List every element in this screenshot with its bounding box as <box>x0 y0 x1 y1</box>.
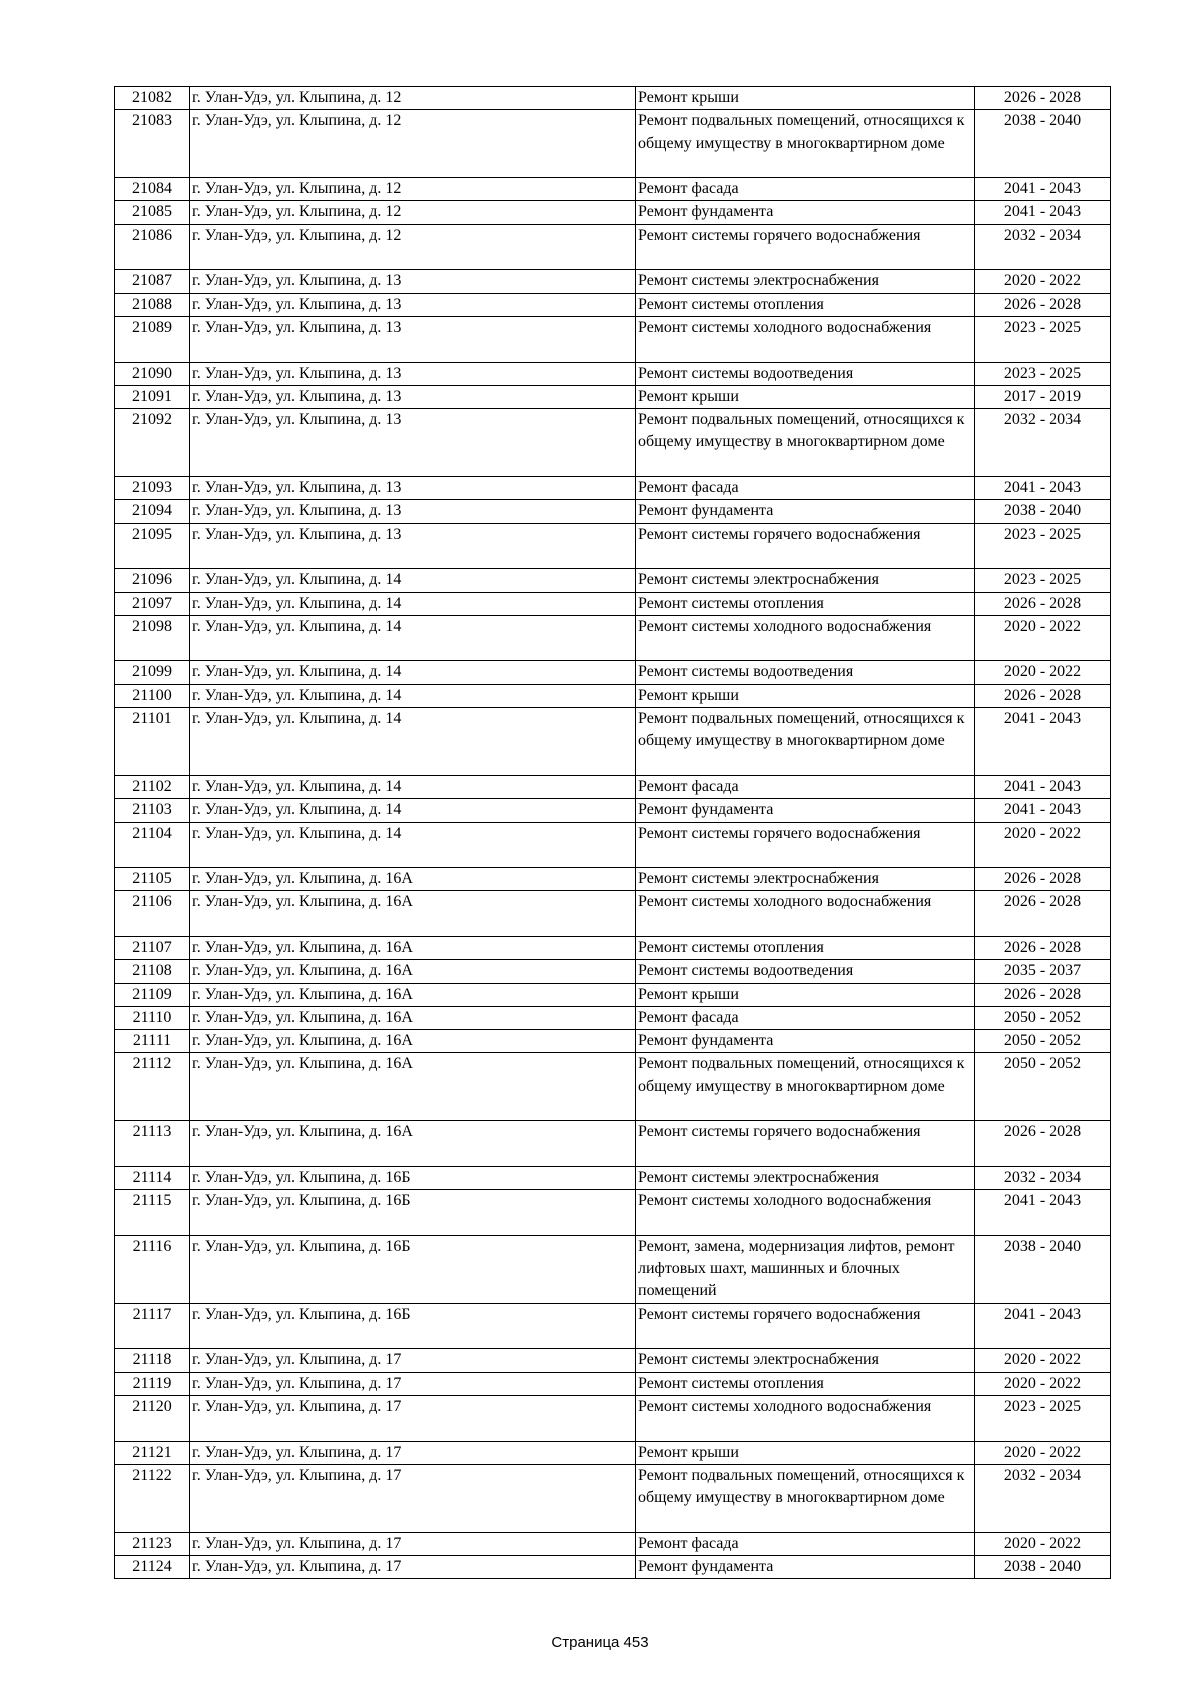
period-cell: 2026 - 2028 <box>975 592 1111 615</box>
period-cell: 2020 - 2022 <box>975 1349 1111 1372</box>
row-id-cell: 21082 <box>115 87 190 110</box>
address-cell: г. Улан-Удэ, ул. Клыпина, д. 16А <box>190 1030 636 1053</box>
address-cell: г. Улан-Удэ, ул. Клыпина, д. 17 <box>190 1395 636 1441</box>
table-row <box>115 1395 1111 1441</box>
row-id-cell: 21113 <box>115 1121 190 1167</box>
row-id-cell: 21124 <box>115 1556 190 1579</box>
work-type-cell: Ремонт системы горячего водоснабжения <box>636 822 975 868</box>
address-cell: г. Улан-Удэ, ул. Клыпина, д. 14 <box>190 661 636 684</box>
work-type-cell: Ремонт системы отопления <box>636 1372 975 1395</box>
work-type-cell: Ремонт фасада <box>636 1532 975 1555</box>
address-cell: г. Улан-Удэ, ул. Клыпина, д. 12 <box>190 110 636 178</box>
table-row <box>115 1532 1111 1555</box>
address-cell: г. Улан-Удэ, ул. Клыпина, д. 14 <box>190 615 636 661</box>
period-cell: 2032 - 2034 <box>975 1166 1111 1189</box>
address-cell: г. Улан-Удэ, ул. Клыпина, д. 13 <box>190 477 636 500</box>
address-cell: г. Улан-Удэ, ул. Клыпина, д. 14 <box>190 684 636 707</box>
address-cell: г. Улан-Удэ, ул. Клыпина, д. 16Б <box>190 1190 636 1236</box>
row-id-cell: 21092 <box>115 409 190 477</box>
work-type-cell: Ремонт системы горячего водоснабжения <box>636 224 975 270</box>
row-id-cell: 21108 <box>115 960 190 983</box>
row-id-cell: 21101 <box>115 708 190 776</box>
table-row <box>115 1030 1111 1053</box>
row-id-cell: 21121 <box>115 1441 190 1464</box>
work-type-cell: Ремонт фундамента <box>636 1030 975 1053</box>
period-cell: 2038 - 2040 <box>975 1235 1111 1303</box>
address-cell: г. Улан-Удэ, ул. Клыпина, д. 16А <box>190 1121 636 1167</box>
address-cell: г. Улан-Удэ, ул. Клыпина, д. 16А <box>190 983 636 1006</box>
table-row <box>115 362 1111 385</box>
address-cell: г. Улан-Удэ, ул. Клыпина, д. 13 <box>190 362 636 385</box>
table-row <box>115 983 1111 1006</box>
row-id-cell: 21120 <box>115 1395 190 1441</box>
row-id-cell: 21084 <box>115 178 190 201</box>
work-type-cell: Ремонт системы электроснабжения <box>636 1166 975 1189</box>
row-id-cell: 21105 <box>115 868 190 891</box>
work-type-cell: Ремонт системы отопления <box>636 293 975 316</box>
table-row <box>115 569 1111 592</box>
table-row <box>115 708 1111 776</box>
address-cell: г. Улан-Удэ, ул. Клыпина, д. 14 <box>190 708 636 776</box>
row-id-cell: 21087 <box>115 270 190 293</box>
row-id-cell: 21085 <box>115 201 190 224</box>
work-type-cell: Ремонт подвальных помещений, относящихся к общему имуществу в многоквартирном доме <box>636 409 975 477</box>
period-cell: 2023 - 2025 <box>975 569 1111 592</box>
work-type-cell: Ремонт системы отопления <box>636 936 975 959</box>
work-type-cell: Ремонт системы холодного водоснабжения <box>636 316 975 362</box>
address-cell: г. Улан-Удэ, ул. Клыпина, д. 17 <box>190 1349 636 1372</box>
table-row <box>115 684 1111 707</box>
address-cell: г. Улан-Удэ, ул. Клыпина, д. 12 <box>190 178 636 201</box>
repair-schedule-table <box>114 86 1111 1579</box>
work-type-cell: Ремонт фасада <box>636 1006 975 1029</box>
table-row <box>115 592 1111 615</box>
period-cell: 2050 - 2052 <box>975 1006 1111 1029</box>
work-type-cell: Ремонт, замена, модернизация лифтов, ремонт лифтовых шахт, машинных и блочных помещений <box>636 1235 975 1303</box>
address-cell: г. Улан-Удэ, ул. Клыпина, д. 12 <box>190 87 636 110</box>
work-type-cell: Ремонт подвальных помещений, относящихся к общему имуществу в многоквартирном доме <box>636 110 975 178</box>
address-cell: г. Улан-Удэ, ул. Клыпина, д. 13 <box>190 270 636 293</box>
table-row <box>115 615 1111 661</box>
row-id-cell: 21112 <box>115 1053 190 1121</box>
table-row <box>115 1235 1111 1303</box>
table-row <box>115 293 1111 316</box>
table-row <box>115 178 1111 201</box>
row-id-cell: 21095 <box>115 523 190 569</box>
period-cell: 2023 - 2025 <box>975 362 1111 385</box>
work-type-cell: Ремонт системы водоотведения <box>636 960 975 983</box>
work-type-cell: Ремонт фундамента <box>636 799 975 822</box>
table-row <box>115 1556 1111 1579</box>
address-cell: г. Улан-Удэ, ул. Клыпина, д. 16А <box>190 936 636 959</box>
row-id-cell: 21109 <box>115 983 190 1006</box>
row-id-cell: 21089 <box>115 316 190 362</box>
row-id-cell: 21111 <box>115 1030 190 1053</box>
work-type-cell: Ремонт системы холодного водоснабжения <box>636 891 975 937</box>
address-cell: г. Улан-Удэ, ул. Клыпина, д. 12 <box>190 201 636 224</box>
table-row <box>115 1349 1111 1372</box>
table-row <box>115 799 1111 822</box>
period-cell: 2041 - 2043 <box>975 1303 1111 1349</box>
address-cell: г. Улан-Удэ, ул. Клыпина, д. 14 <box>190 592 636 615</box>
address-cell: г. Улан-Удэ, ул. Клыпина, д. 16А <box>190 891 636 937</box>
address-cell: г. Улан-Удэ, ул. Клыпина, д. 17 <box>190 1532 636 1555</box>
work-type-cell: Ремонт фундамента <box>636 201 975 224</box>
table-row <box>115 1372 1111 1395</box>
work-type-cell: Ремонт фасада <box>636 775 975 798</box>
work-type-cell: Ремонт фундамента <box>636 1556 975 1579</box>
period-cell: 2023 - 2025 <box>975 316 1111 362</box>
table-row <box>115 960 1111 983</box>
row-id-cell: 21118 <box>115 1349 190 1372</box>
work-type-cell: Ремонт системы отопления <box>636 592 975 615</box>
work-type-cell: Ремонт системы водоотведения <box>636 362 975 385</box>
table-row <box>115 224 1111 270</box>
period-cell: 2026 - 2028 <box>975 293 1111 316</box>
period-cell: 2026 - 2028 <box>975 936 1111 959</box>
row-id-cell: 21102 <box>115 775 190 798</box>
row-id-cell: 21093 <box>115 477 190 500</box>
address-cell: г. Улан-Удэ, ул. Клыпина, д. 14 <box>190 822 636 868</box>
address-cell: г. Улан-Удэ, ул. Клыпина, д. 13 <box>190 293 636 316</box>
work-type-cell: Ремонт фасада <box>636 477 975 500</box>
address-cell: г. Улан-Удэ, ул. Клыпина, д. 14 <box>190 569 636 592</box>
period-cell: 2023 - 2025 <box>975 523 1111 569</box>
table-row <box>115 385 1111 408</box>
row-id-cell: 21104 <box>115 822 190 868</box>
period-cell: 2026 - 2028 <box>975 87 1111 110</box>
row-id-cell: 21106 <box>115 891 190 937</box>
period-cell: 2041 - 2043 <box>975 201 1111 224</box>
work-type-cell: Ремонт крыши <box>636 1441 975 1464</box>
table-row <box>115 523 1111 569</box>
period-cell: 2026 - 2028 <box>975 1121 1111 1167</box>
period-cell: 2026 - 2028 <box>975 684 1111 707</box>
row-id-cell: 21110 <box>115 1006 190 1029</box>
address-cell: г. Улан-Удэ, ул. Клыпина, д. 17 <box>190 1464 636 1532</box>
period-cell: 2020 - 2022 <box>975 661 1111 684</box>
row-id-cell: 21098 <box>115 615 190 661</box>
work-type-cell: Ремонт системы холодного водоснабжения <box>636 615 975 661</box>
row-id-cell: 21117 <box>115 1303 190 1349</box>
period-cell: 2041 - 2043 <box>975 1190 1111 1236</box>
table-row <box>115 477 1111 500</box>
period-cell: 2050 - 2052 <box>975 1030 1111 1053</box>
row-id-cell: 21083 <box>115 110 190 178</box>
address-cell: г. Улан-Удэ, ул. Клыпина, д. 16А <box>190 1053 636 1121</box>
table-row <box>115 868 1111 891</box>
table-row <box>115 936 1111 959</box>
address-cell: г. Улан-Удэ, ул. Клыпина, д. 13 <box>190 523 636 569</box>
work-type-cell: Ремонт системы электроснабжения <box>636 1349 975 1372</box>
row-id-cell: 21097 <box>115 592 190 615</box>
address-cell: г. Улан-Удэ, ул. Клыпина, д. 17 <box>190 1372 636 1395</box>
period-cell: 2035 - 2037 <box>975 960 1111 983</box>
period-cell: 2020 - 2022 <box>975 615 1111 661</box>
work-type-cell: Ремонт подвальных помещений, относящихся к общему имуществу в многоквартирном доме <box>636 1053 975 1121</box>
row-id-cell: 21094 <box>115 500 190 523</box>
period-cell: 2020 - 2022 <box>975 270 1111 293</box>
table-body <box>115 87 1111 1579</box>
table-row <box>115 316 1111 362</box>
work-type-cell: Ремонт системы горячего водоснабжения <box>636 1121 975 1167</box>
period-cell: 2032 - 2034 <box>975 409 1111 477</box>
table-row <box>115 409 1111 477</box>
row-id-cell: 21096 <box>115 569 190 592</box>
work-type-cell: Ремонт системы водоотведения <box>636 661 975 684</box>
address-cell: г. Улан-Удэ, ул. Клыпина, д. 13 <box>190 409 636 477</box>
address-cell: г. Улан-Удэ, ул. Клыпина, д. 13 <box>190 500 636 523</box>
row-id-cell: 21090 <box>115 362 190 385</box>
period-cell: 2020 - 2022 <box>975 822 1111 868</box>
period-cell: 2038 - 2040 <box>975 500 1111 523</box>
period-cell: 2038 - 2040 <box>975 1556 1111 1579</box>
row-id-cell: 21119 <box>115 1372 190 1395</box>
table-row <box>115 1464 1111 1532</box>
address-cell: г. Улан-Удэ, ул. Клыпина, д. 17 <box>190 1556 636 1579</box>
table-row <box>115 661 1111 684</box>
work-type-cell: Ремонт системы холодного водоснабжения <box>636 1190 975 1236</box>
address-cell: г. Улан-Удэ, ул. Клыпина, д. 17 <box>190 1441 636 1464</box>
table-row <box>115 500 1111 523</box>
period-cell: 2026 - 2028 <box>975 891 1111 937</box>
work-type-cell: Ремонт системы горячего водоснабжения <box>636 523 975 569</box>
table-row <box>115 110 1111 178</box>
table-row <box>115 1121 1111 1167</box>
table-row <box>115 1303 1111 1349</box>
period-cell: 2038 - 2040 <box>975 110 1111 178</box>
row-id-cell: 21114 <box>115 1166 190 1189</box>
row-id-cell: 21116 <box>115 1235 190 1303</box>
row-id-cell: 21107 <box>115 936 190 959</box>
work-type-cell: Ремонт системы холодного водоснабжения <box>636 1395 975 1441</box>
work-type-cell: Ремонт системы горячего водоснабжения <box>636 1303 975 1349</box>
work-type-cell: Ремонт крыши <box>636 983 975 1006</box>
row-id-cell: 21122 <box>115 1464 190 1532</box>
period-cell: 2032 - 2034 <box>975 224 1111 270</box>
period-cell: 2020 - 2022 <box>975 1372 1111 1395</box>
work-type-cell: Ремонт подвальных помещений, относящихся к общему имуществу в многоквартирном доме <box>636 708 975 776</box>
address-cell: г. Улан-Удэ, ул. Клыпина, д. 13 <box>190 385 636 408</box>
work-type-cell: Ремонт системы электроснабжения <box>636 569 975 592</box>
table-row <box>115 822 1111 868</box>
row-id-cell: 21115 <box>115 1190 190 1236</box>
table-row <box>115 87 1111 110</box>
table-row <box>115 1053 1111 1121</box>
address-cell: г. Улан-Удэ, ул. Клыпина, д. 13 <box>190 316 636 362</box>
address-cell: г. Улан-Удэ, ул. Клыпина, д. 14 <box>190 775 636 798</box>
work-type-cell: Ремонт фасада <box>636 178 975 201</box>
row-id-cell: 21086 <box>115 224 190 270</box>
work-type-cell: Ремонт крыши <box>636 684 975 707</box>
row-id-cell: 21123 <box>115 1532 190 1555</box>
row-id-cell: 21103 <box>115 799 190 822</box>
period-cell: 2041 - 2043 <box>975 799 1111 822</box>
table-row <box>115 270 1111 293</box>
period-cell: 2041 - 2043 <box>975 477 1111 500</box>
work-type-cell: Ремонт крыши <box>636 385 975 408</box>
period-cell: 2026 - 2028 <box>975 868 1111 891</box>
row-id-cell: 21091 <box>115 385 190 408</box>
period-cell: 2041 - 2043 <box>975 775 1111 798</box>
table-row <box>115 775 1111 798</box>
period-cell: 2026 - 2028 <box>975 983 1111 1006</box>
period-cell: 2041 - 2043 <box>975 178 1111 201</box>
row-id-cell: 21099 <box>115 661 190 684</box>
work-type-cell: Ремонт системы электроснабжения <box>636 270 975 293</box>
period-cell: 2023 - 2025 <box>975 1395 1111 1441</box>
period-cell: 2017 - 2019 <box>975 385 1111 408</box>
address-cell: г. Улан-Удэ, ул. Клыпина, д. 16А <box>190 1006 636 1029</box>
period-cell: 2050 - 2052 <box>975 1053 1111 1121</box>
address-cell: г. Улан-Удэ, ул. Клыпина, д. 16Б <box>190 1303 636 1349</box>
table-row <box>115 201 1111 224</box>
table-row <box>115 1006 1111 1029</box>
work-type-cell: Ремонт системы электроснабжения <box>636 868 975 891</box>
work-type-cell: Ремонт фундамента <box>636 500 975 523</box>
address-cell: г. Улан-Удэ, ул. Клыпина, д. 14 <box>190 799 636 822</box>
address-cell: г. Улан-Удэ, ул. Клыпина, д. 16А <box>190 868 636 891</box>
table-row <box>115 1441 1111 1464</box>
work-type-cell: Ремонт крыши <box>636 87 975 110</box>
address-cell: г. Улан-Удэ, ул. Клыпина, д. 12 <box>190 224 636 270</box>
address-cell: г. Улан-Удэ, ул. Клыпина, д. 16Б <box>190 1235 636 1303</box>
table-row <box>115 1190 1111 1236</box>
row-id-cell: 21088 <box>115 293 190 316</box>
table-row <box>115 891 1111 937</box>
row-id-cell: 21100 <box>115 684 190 707</box>
period-cell: 2020 - 2022 <box>975 1441 1111 1464</box>
period-cell: 2032 - 2034 <box>975 1464 1111 1532</box>
period-cell: 2041 - 2043 <box>975 708 1111 776</box>
address-cell: г. Улан-Удэ, ул. Клыпина, д. 16Б <box>190 1166 636 1189</box>
page-number: Страница 453 <box>551 1634 649 1651</box>
address-cell: г. Улан-Удэ, ул. Клыпина, д. 16А <box>190 960 636 983</box>
table-row <box>115 1166 1111 1189</box>
period-cell: 2020 - 2022 <box>975 1532 1111 1555</box>
work-type-cell: Ремонт подвальных помещений, относящихся к общему имуществу в многоквартирном доме <box>636 1464 975 1532</box>
